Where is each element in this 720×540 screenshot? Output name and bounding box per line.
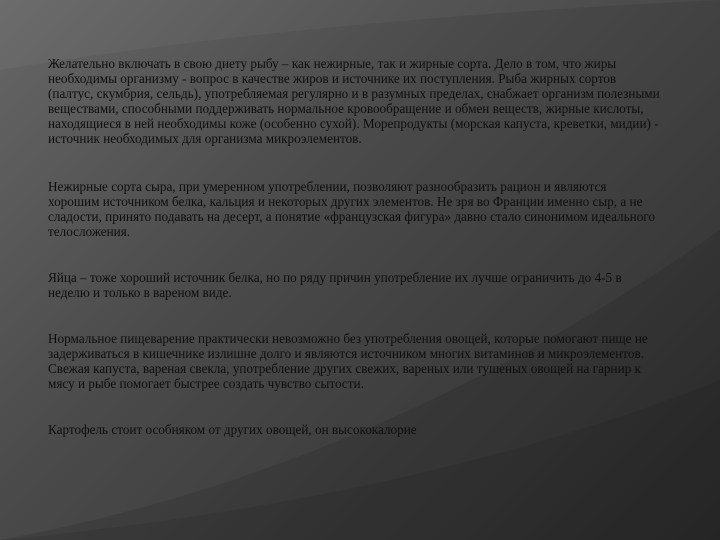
paragraph-potato: Картофель стоит особняком от других овощей, он высококалорие — [48, 422, 417, 437]
paragraph-cheese: Нежирные сорта сыра, при умеренном употреблении, позволяют разнообразить рацион и являются хорошим источником белка, кальция и некоторых других элементов. Не зря во Франции именно сыр, а не сладости, принято подавать на десерт, а понятие «французская фигура» давно стало синонимом идеального телосложения. — [48, 179, 655, 239]
paragraph-eggs: Яйца – тоже хороший источник белка, но по ряду причин употребление их лучше ограничить до 4-5 в неделю и только в вареном виде. — [48, 270, 622, 300]
paragraph-fish: Желательно включать в свою диету рыбу – как нежирные, так и жирные сорта. Дело в том, что жиры необходимы организму - вопрос в качестве жиров и источнике их поступления. Рыба жирных сортов (палтус, скумбрия, сельдь), употребляемая регулярно и в разумных пределах, снабжает организм полезными веществами, способными поддерживать нормальное кровообращение и обмен веществ, жирные кислоты, находящиеся в ней необходимы коже (особенно сухой). Морепродукты (морская капуста, креветки, мидии) - источник необходимых для организма микроэлементов. — [48, 56, 660, 146]
paragraph-vegetables: Нормальное пищеварение практически невозможно без употребления овощей, которые помогают пище не задерживаться в кишечнике излишне долго и являются источником многих витаминов и микроэлементов. Свежая капуста, вареная свекла, употребление других свежих, вареных или тушеных овощей на гарнир к мясу и рыбе помогает быстрее создать чувство сытости. — [48, 331, 648, 391]
slide-body — [48, 56, 660, 437]
